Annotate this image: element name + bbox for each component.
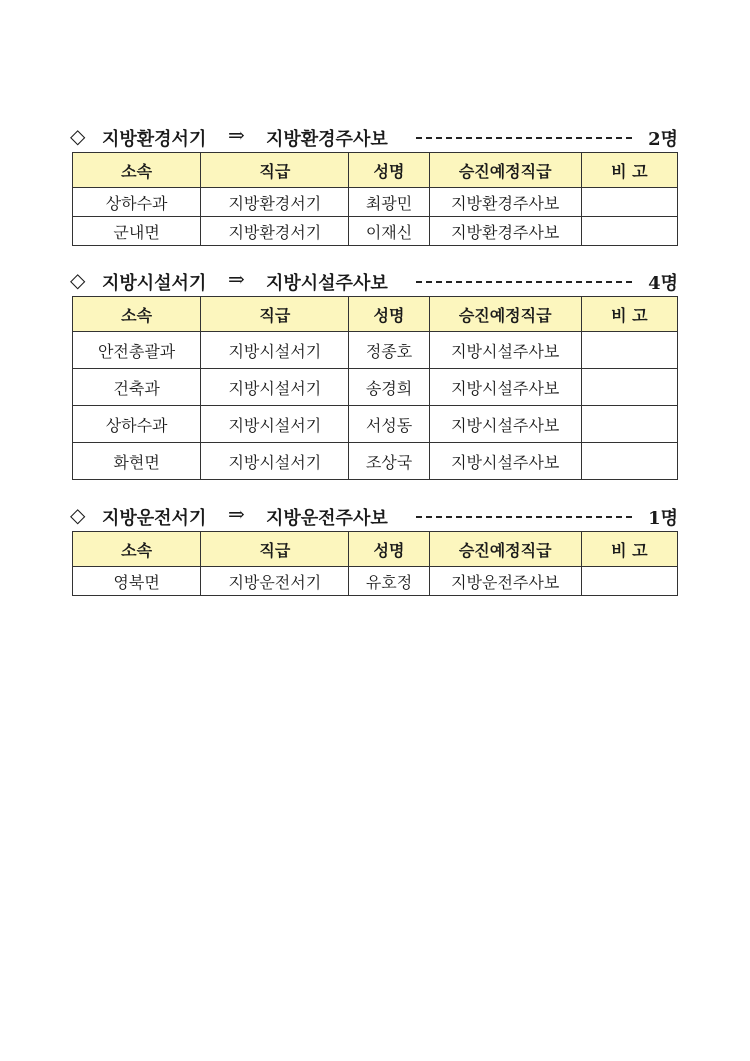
promotion-section-facility bbox=[72, 268, 678, 480]
promotion-table bbox=[72, 296, 678, 480]
arrow-icon: ⇒ bbox=[228, 502, 245, 526]
table-row bbox=[73, 443, 678, 480]
promotion-section-environment bbox=[72, 124, 678, 246]
arrow-icon: ⇒ bbox=[228, 123, 245, 147]
headcount: 4명 bbox=[648, 273, 678, 294]
current-grade: 지방시설서기 bbox=[102, 273, 207, 294]
cell-target-grade: 지방시설주사보 bbox=[429, 369, 581, 406]
leader-dashes bbox=[416, 137, 632, 139]
table-row bbox=[73, 369, 678, 406]
headcount: 2명 bbox=[648, 129, 678, 150]
cell-target-grade: 지방시설주사보 bbox=[429, 332, 581, 369]
header-name: 성명 bbox=[349, 297, 429, 332]
target-grade: 지방환경주사보 bbox=[266, 129, 388, 150]
promotion-table bbox=[72, 531, 678, 596]
header-grade: 직급 bbox=[201, 532, 349, 567]
current-grade: 지방운전서기 bbox=[102, 508, 207, 529]
cell-grade: 지방시설서기 bbox=[201, 443, 349, 480]
cell-grade: 지방환경서기 bbox=[201, 188, 349, 217]
arrow-icon: ⇒ bbox=[228, 267, 245, 291]
cell-remarks bbox=[581, 443, 677, 480]
target-grade: 지방운전주사보 bbox=[266, 508, 388, 529]
diamond-bullet-icon: ◇ bbox=[70, 268, 86, 292]
cell-department: 화현면 bbox=[73, 443, 201, 480]
cell-target-grade: 지방운전주사보 bbox=[429, 567, 581, 596]
cell-department: 안전총괄과 bbox=[73, 332, 201, 369]
cell-name: 최광민 bbox=[349, 188, 429, 217]
table-header-row bbox=[73, 153, 678, 188]
header-remarks: 비 고 bbox=[581, 532, 677, 567]
diamond-bullet-icon: ◇ bbox=[70, 503, 86, 527]
current-grade: 지방환경서기 bbox=[102, 129, 207, 150]
header-department: 소속 bbox=[73, 297, 201, 332]
header-name: 성명 bbox=[349, 153, 429, 188]
cell-department: 상하수과 bbox=[73, 406, 201, 443]
cell-grade: 지방시설서기 bbox=[201, 332, 349, 369]
cell-target-grade: 지방시설주사보 bbox=[429, 443, 581, 480]
cell-name: 조상국 bbox=[349, 443, 429, 480]
cell-remarks bbox=[581, 406, 677, 443]
section-heading bbox=[72, 503, 678, 531]
cell-target-grade: 지방환경주사보 bbox=[429, 217, 581, 246]
table-row bbox=[73, 406, 678, 443]
cell-remarks bbox=[581, 188, 677, 217]
cell-name: 유호정 bbox=[349, 567, 429, 596]
section-heading bbox=[72, 268, 678, 296]
cell-grade: 지방시설서기 bbox=[201, 406, 349, 443]
cell-name: 송경희 bbox=[349, 369, 429, 406]
cell-department: 건축과 bbox=[73, 369, 201, 406]
promotion-section-driver bbox=[72, 503, 678, 596]
header-target-grade: 승진예정직급 bbox=[429, 532, 581, 567]
header-target-grade: 승진예정직급 bbox=[429, 297, 581, 332]
promotion-table bbox=[72, 152, 678, 246]
cell-remarks bbox=[581, 217, 677, 246]
header-grade: 직급 bbox=[201, 153, 349, 188]
cell-name: 서성동 bbox=[349, 406, 429, 443]
header-target-grade: 승진예정직급 bbox=[429, 153, 581, 188]
table-row bbox=[73, 332, 678, 369]
header-grade: 직급 bbox=[201, 297, 349, 332]
cell-target-grade: 지방환경주사보 bbox=[429, 188, 581, 217]
cell-department: 군내면 bbox=[73, 217, 201, 246]
leader-dashes bbox=[416, 516, 632, 518]
cell-grade: 지방운전서기 bbox=[201, 567, 349, 596]
cell-grade: 지방시설서기 bbox=[201, 369, 349, 406]
cell-remarks bbox=[581, 332, 677, 369]
target-grade: 지방시설주사보 bbox=[266, 273, 388, 294]
cell-remarks bbox=[581, 567, 677, 596]
cell-grade: 지방환경서기 bbox=[201, 217, 349, 246]
cell-department: 영북면 bbox=[73, 567, 201, 596]
leader-dashes bbox=[416, 281, 632, 283]
header-remarks: 비 고 bbox=[581, 297, 677, 332]
table-header-row bbox=[73, 297, 678, 332]
table-row bbox=[73, 188, 678, 217]
header-name: 성명 bbox=[349, 532, 429, 567]
diamond-bullet-icon: ◇ bbox=[70, 124, 86, 148]
cell-name: 정종호 bbox=[349, 332, 429, 369]
cell-remarks bbox=[581, 369, 677, 406]
cell-department: 상하수과 bbox=[73, 188, 201, 217]
table-header-row bbox=[73, 532, 678, 567]
headcount: 1명 bbox=[648, 508, 678, 529]
table-row bbox=[73, 217, 678, 246]
cell-name: 이재신 bbox=[349, 217, 429, 246]
table-row bbox=[73, 567, 678, 596]
section-heading bbox=[72, 124, 678, 152]
header-department: 소속 bbox=[73, 153, 201, 188]
header-department: 소속 bbox=[73, 532, 201, 567]
header-remarks: 비 고 bbox=[581, 153, 677, 188]
cell-target-grade: 지방시설주사보 bbox=[429, 406, 581, 443]
